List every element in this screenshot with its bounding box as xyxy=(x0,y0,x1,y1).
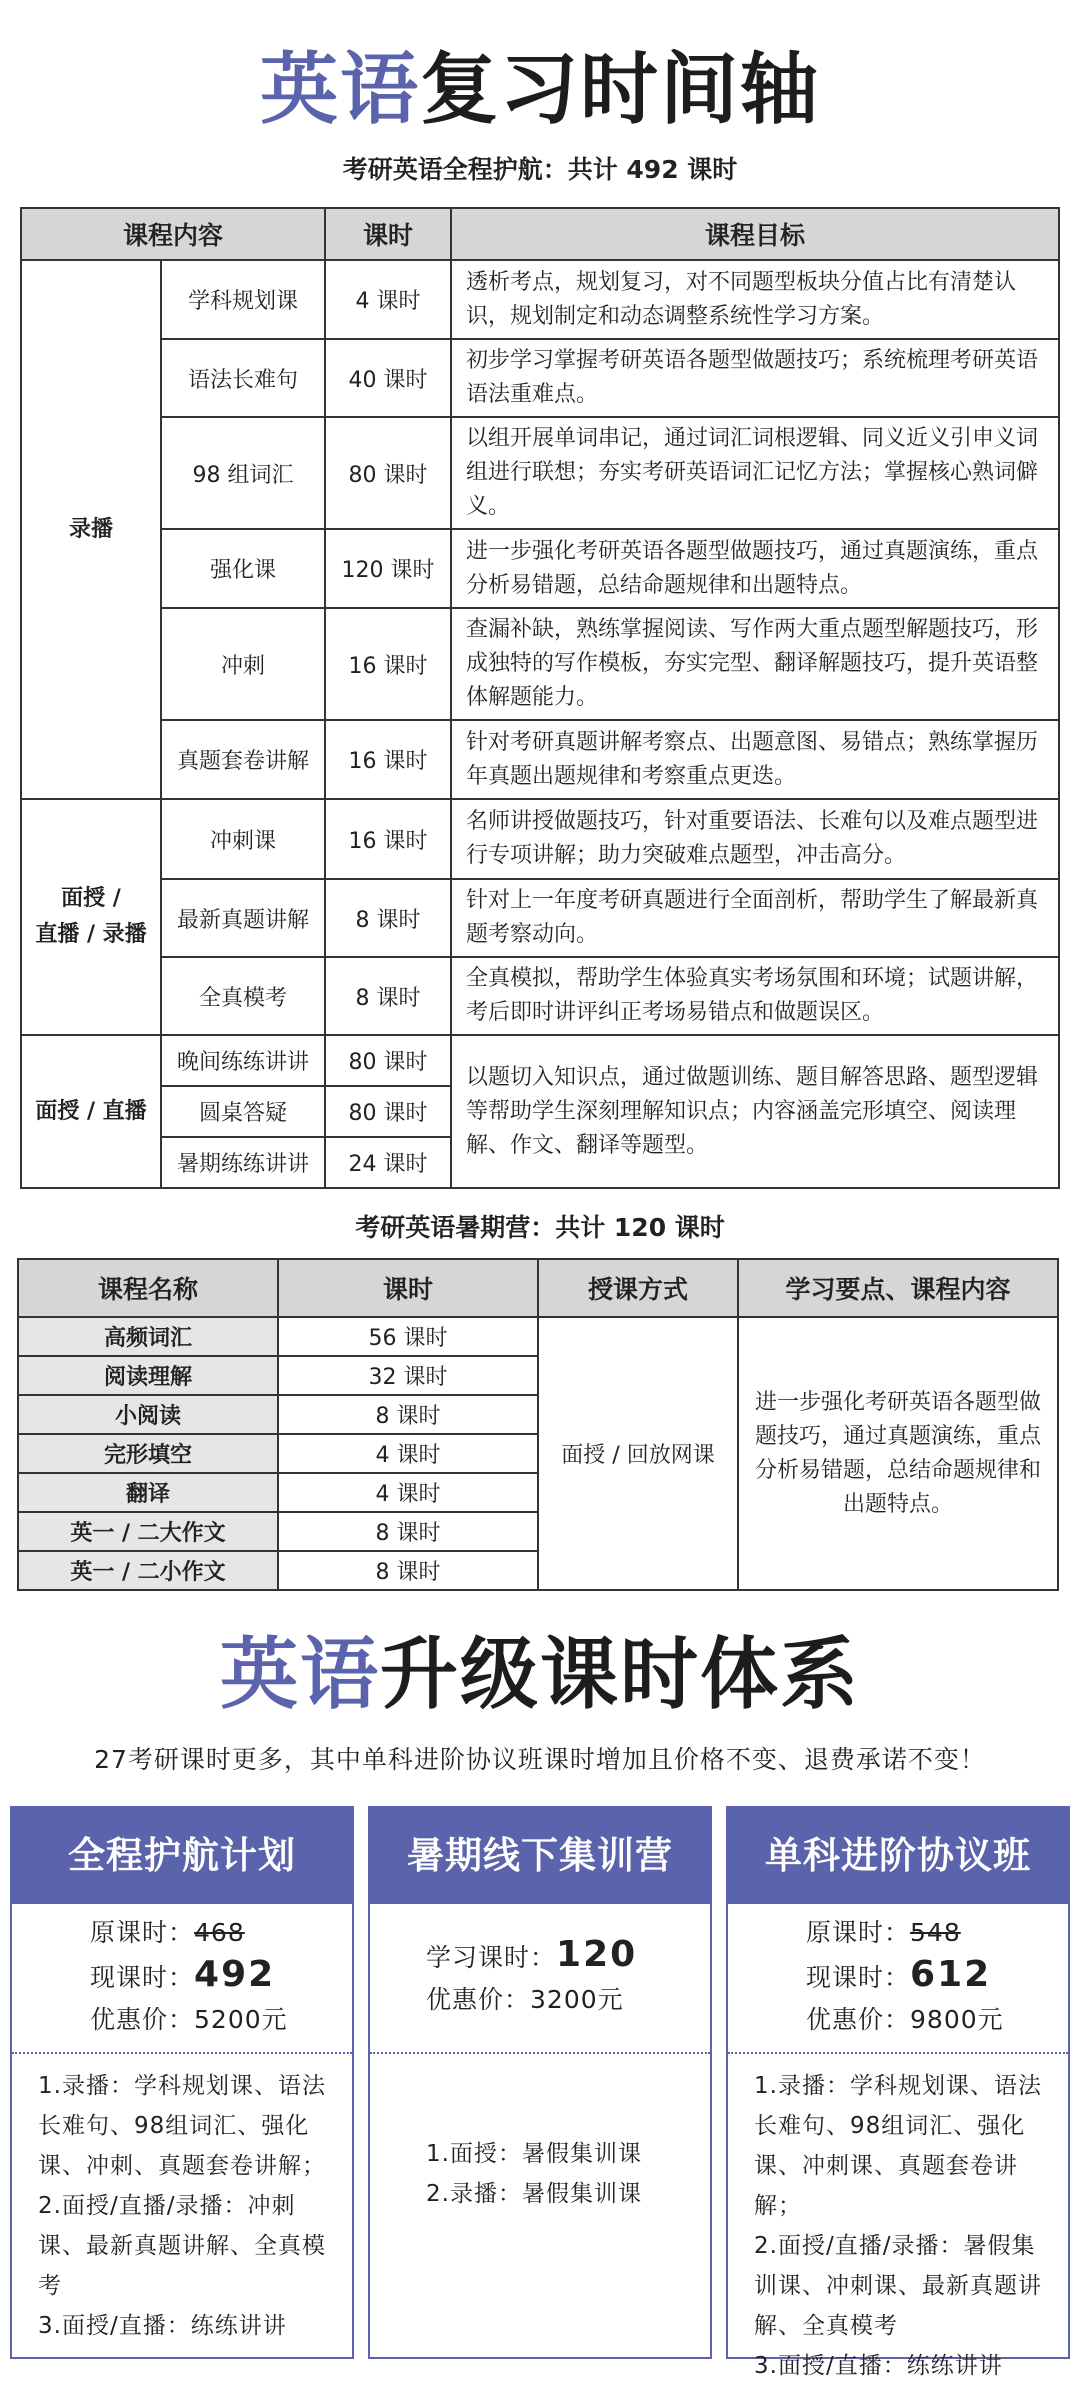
course-hours: 16 课时 xyxy=(325,799,451,879)
list-item: 2.面授/直播/录播：冲刺课、最新真题讲解、全真模考 xyxy=(38,2193,326,2299)
course-name: 冲刺课 xyxy=(161,799,325,879)
course-name: 98 组词汇 xyxy=(161,417,325,529)
group-label: 录播 xyxy=(21,260,161,799)
course-hours: 16 课时 xyxy=(325,720,451,799)
discount-price xyxy=(90,1999,352,2041)
teaching-method: 面授 / 回放网课 xyxy=(538,1317,738,1590)
course-name: 完形填空 xyxy=(18,1434,278,1473)
price-value: 5200元 xyxy=(194,2005,288,2034)
title-accent: 英语 xyxy=(259,45,420,135)
course-name: 英一 / 二大作文 xyxy=(18,1512,278,1551)
course-name: 全真模考 xyxy=(161,957,325,1035)
course-goal: 查漏补缺，熟练掌握阅读、写作两大重点题型解题技巧，形成独特的写作模板，夯实完型、翻译解题技巧，提升英语整体解题能力。 xyxy=(451,608,1059,720)
card-title: 暑期线下集训营 xyxy=(370,1808,710,1904)
current-hours-value: 492 xyxy=(194,1954,276,1995)
list-item: 1.录播：学科规划课、语法长难句、98组词汇、强化课、冲刺、真题套卷讲解； xyxy=(38,2073,326,2179)
title-accent: 英语 xyxy=(219,1630,380,1720)
current-hours xyxy=(90,1954,352,1999)
card-content-list xyxy=(12,2054,352,2346)
course-name: 翻译 xyxy=(18,1473,278,1512)
course-hours: 40 课时 xyxy=(325,339,451,417)
course-goal: 透析考点，规划复习，对不同题型板块分值占比有清楚认识，规划制定和动态调整系统性学习方案。 xyxy=(451,260,1059,339)
plan-card-full xyxy=(10,1806,354,2359)
course-hours: 56 课时 xyxy=(278,1317,538,1356)
course-name: 最新真题讲解 xyxy=(161,879,325,957)
original-hours xyxy=(90,1912,352,1954)
plan-card-advanced xyxy=(726,1806,1070,2379)
course-hours: 4 课时 xyxy=(325,260,451,339)
card-title: 单科进阶协议班 xyxy=(728,1808,1068,1904)
course-hours: 8 课时 xyxy=(325,957,451,1035)
course-goal: 初步学习掌握考研英语各题型做题技巧；系统梳理考研英语语法重难点。 xyxy=(451,339,1059,417)
group-label: 面授 / 直播 / 录播 xyxy=(21,799,161,1035)
header-goal: 课程目标 xyxy=(451,208,1059,260)
course-name: 圆桌答疑 xyxy=(161,1086,325,1137)
table-row xyxy=(21,608,1059,720)
list-item: 1.面授：暑假集训课 xyxy=(426,2141,642,2167)
course-name: 晚间练练讲讲 xyxy=(161,1035,325,1086)
course-hours: 4 课时 xyxy=(278,1473,538,1512)
course-name: 强化课 xyxy=(161,529,325,608)
current-hours-label: 现课时： xyxy=(806,1963,911,1992)
discount-price xyxy=(426,1979,710,2021)
current-hours-label: 现课时： xyxy=(90,1963,195,1992)
course-name: 英一 / 二小作文 xyxy=(18,1551,278,1590)
card-content-list xyxy=(370,2054,710,2214)
course-name: 阅读理解 xyxy=(18,1356,278,1395)
header-method: 授课方式 xyxy=(538,1259,738,1317)
list-item: 2.录播：暑假集训课 xyxy=(426,2181,642,2207)
list-item: 3.面授/直播：练练讲讲 xyxy=(754,2353,1003,2379)
course-goal: 以题切入知识点，通过做题训练、题目解答思路、题型逻辑等帮助学生深刻理解知识点；内容涵盖完形填空、阅读理解、作文、翻译等题型。 xyxy=(451,1035,1059,1188)
course-hours: 24 课时 xyxy=(325,1137,451,1188)
course-name: 暑期练练讲讲 xyxy=(161,1137,325,1188)
summer-camp-table xyxy=(17,1258,1059,1591)
card-title: 全程护航计划 xyxy=(12,1808,352,1904)
price-value: 9800元 xyxy=(910,2005,1004,2034)
header-course-name: 课程名称 xyxy=(18,1259,278,1317)
table-row xyxy=(21,879,1059,957)
section-title xyxy=(0,1625,1080,1725)
list-item: 2.面授/直播/录播：暑假集训课、冲刺课、最新真题讲解、全真模考 xyxy=(754,2233,1042,2339)
title-rest: 复习时间轴 xyxy=(420,45,821,135)
current-hours-label: 学习课时： xyxy=(426,1943,557,1972)
original-hours-label: 原课时： xyxy=(90,1918,195,1947)
current-hours xyxy=(806,1954,1068,1999)
timeline-subtitle: 考研英语全程护航：共计 492 课时 xyxy=(342,155,738,184)
course-hours: 32 课时 xyxy=(278,1356,538,1395)
table-row xyxy=(18,1317,1058,1356)
course-goal: 以组开展单词串记，通过词汇词根逻辑、同义近义引申义词组进行联想；夯实考研英语词汇记忆方法；掌握核心熟词僻义。 xyxy=(451,417,1059,529)
course-name: 冲刺 xyxy=(161,608,325,720)
course-hours: 8 课时 xyxy=(278,1395,538,1434)
summer-camp-subtitle: 考研英语暑期营：共计 120 课时 xyxy=(355,1213,725,1242)
course-goal: 全真模拟，帮助学生体验真实考场氛围和环境；试题讲解，考后即时讲评纠正考场易错点和做题误区。 xyxy=(451,957,1059,1035)
course-name: 真题套卷讲解 xyxy=(161,720,325,799)
course-name: 高频词汇 xyxy=(18,1317,278,1356)
original-hours-value: 468 xyxy=(194,1918,245,1947)
table-row xyxy=(21,260,1059,339)
page-title xyxy=(0,40,1080,140)
header-hours: 课时 xyxy=(325,208,451,260)
course-hours: 8 课时 xyxy=(278,1512,538,1551)
price-label: 优惠价： xyxy=(426,1985,531,2014)
table-row xyxy=(21,339,1059,417)
title-rest: 升级课时体系 xyxy=(380,1630,861,1720)
table-header xyxy=(18,1259,1058,1317)
card-price xyxy=(370,1904,710,2054)
discount-price xyxy=(806,1999,1068,2041)
course-hours: 120 课时 xyxy=(325,529,451,608)
current-hours-value: 612 xyxy=(910,1954,992,1995)
card-content-list xyxy=(728,2054,1068,2386)
table-row xyxy=(21,957,1059,1035)
table-row xyxy=(21,799,1059,879)
list-item: 1.录播：学科规划课、语法长难句、98组词汇、强化课、冲刺课、真题套卷讲解； xyxy=(754,2073,1042,2219)
course-content: 进一步强化考研英语各题型做题技巧，通过真题演练，重点分析易错题，总结命题规律和出题特点。 xyxy=(738,1317,1058,1590)
current-hours xyxy=(426,1934,710,1979)
header-content: 学习要点、课程内容 xyxy=(738,1259,1058,1317)
price-value: 3200元 xyxy=(530,1985,624,2014)
list-item: 3.面授/直播：练练讲讲 xyxy=(38,2313,287,2339)
course-timeline-table xyxy=(20,207,1060,1189)
course-goal: 针对考研真题讲解考察点、出题意图、易错点；熟练掌握历年真题出题规律和考察重点更迭。 xyxy=(451,720,1059,799)
header-content: 课程内容 xyxy=(21,208,325,260)
plan-card-summer xyxy=(368,1806,712,2359)
course-goal: 针对上一年度考研真题进行全面剖析，帮助学生了解最新真题考察动向。 xyxy=(451,879,1059,957)
table-row xyxy=(21,417,1059,529)
course-hours: 16 课时 xyxy=(325,608,451,720)
price-label: 优惠价： xyxy=(90,2005,195,2034)
original-hours-label: 原课时： xyxy=(806,1918,911,1947)
group-label: 面授 / 直播 xyxy=(21,1035,161,1188)
table-header xyxy=(21,208,1059,260)
current-hours-value: 120 xyxy=(556,1934,638,1975)
course-hours: 8 课时 xyxy=(278,1551,538,1590)
course-goal: 进一步强化考研英语各题型做题技巧，通过真题演练，重点分析易错题，总结命题规律和出题特点。 xyxy=(451,529,1059,608)
course-name: 小阅读 xyxy=(18,1395,278,1434)
course-name: 语法长难句 xyxy=(161,339,325,417)
table-row xyxy=(21,529,1059,608)
course-hours: 8 课时 xyxy=(325,879,451,957)
card-price xyxy=(12,1904,352,2054)
original-hours xyxy=(806,1912,1068,1954)
header-hours: 课时 xyxy=(278,1259,538,1317)
course-hours: 4 课时 xyxy=(278,1434,538,1473)
course-hours: 80 课时 xyxy=(325,1086,451,1137)
course-hours: 80 课时 xyxy=(325,417,451,529)
original-hours-value: 548 xyxy=(910,1918,961,1947)
course-hours: 80 课时 xyxy=(325,1035,451,1086)
card-price xyxy=(728,1904,1068,2054)
table-row xyxy=(21,1035,1059,1086)
course-name: 学科规划课 xyxy=(161,260,325,339)
price-label: 优惠价： xyxy=(806,2005,911,2034)
table-row xyxy=(21,720,1059,799)
summary-text: 27考研课时更多，其中单科进阶协议班课时增加且价格不变、退费承诺不变！ xyxy=(94,1745,986,1774)
course-goal: 名师讲授做题技巧，针对重要语法、长难句以及难点题型进行专项讲解；助力突破难点题型，冲击高分。 xyxy=(451,799,1059,879)
